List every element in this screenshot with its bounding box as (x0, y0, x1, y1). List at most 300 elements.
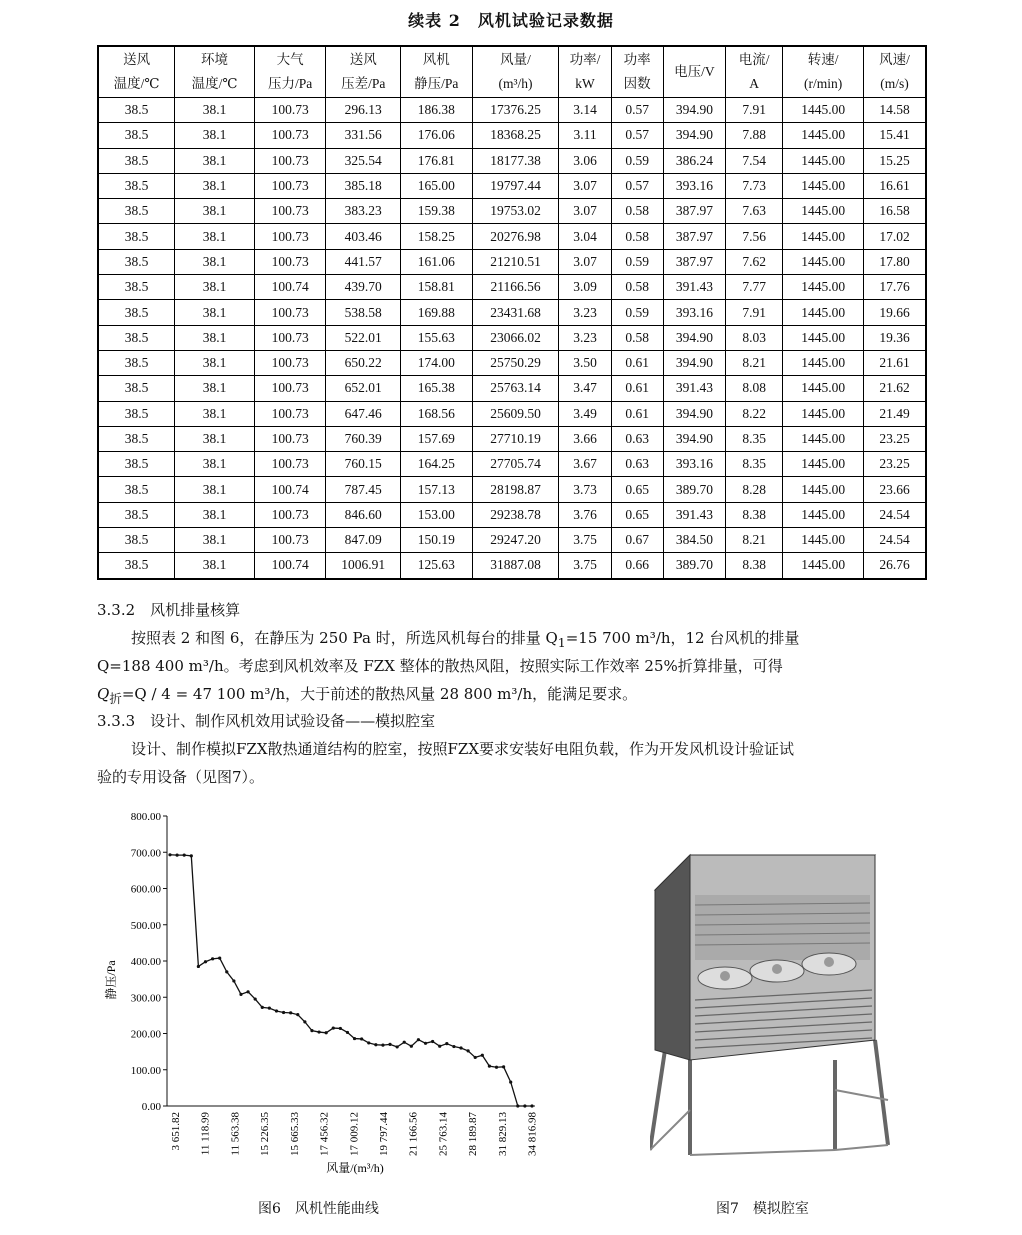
table-cell: 0.58 (611, 199, 663, 224)
table-cell: 24.54 (864, 502, 926, 527)
table-cell: 1445.00 (783, 477, 864, 502)
table-header-row (98, 46, 926, 98)
table-cell: 158.25 (401, 224, 473, 249)
data-point (474, 1056, 477, 1059)
table-cell: 169.88 (401, 300, 473, 325)
table-cell: 393.16 (663, 300, 725, 325)
table-cell: 100.74 (254, 477, 326, 502)
table-cell: 38.5 (98, 477, 175, 502)
table-cell: 157.13 (401, 477, 473, 502)
table-row (98, 477, 926, 502)
data-point (445, 1042, 448, 1045)
table-cell: 38.5 (98, 275, 175, 300)
table-cell: 20276.98 (472, 224, 559, 249)
table-cell: 387.97 (663, 199, 725, 224)
table-row (98, 553, 926, 579)
table-cell: 38.5 (98, 325, 175, 350)
data-point (502, 1065, 505, 1068)
data-point (530, 1104, 533, 1107)
header-line: 温度/℃ (191, 76, 238, 91)
header-line: A (749, 76, 760, 91)
table-cell: 8.38 (726, 502, 783, 527)
table-cell: 0.63 (611, 426, 663, 451)
table-cell: 125.63 (401, 553, 473, 579)
table-row (98, 123, 926, 148)
data-point (431, 1040, 434, 1043)
para-sub: 折 (109, 691, 122, 706)
table-cell: 100.73 (254, 300, 326, 325)
table-cell: 1445.00 (783, 199, 864, 224)
table-cell: 386.24 (663, 148, 725, 173)
table-cell: 1445.00 (783, 426, 864, 451)
table-cell: 647.46 (326, 401, 401, 426)
table-row (98, 199, 926, 224)
table-cell: 383.23 (326, 199, 401, 224)
table-cell: 3.50 (559, 350, 611, 375)
table-cell: 19.36 (864, 325, 926, 350)
table-cell: 100.73 (254, 249, 326, 274)
table-row (98, 300, 926, 325)
table-row (98, 325, 926, 350)
table-cell: 0.57 (611, 123, 663, 148)
table-cell: 7.54 (726, 148, 783, 173)
data-point (190, 854, 193, 857)
table-title: 续表 2 风机试验记录数据 (408, 11, 614, 30)
table-cell: 38.1 (175, 401, 255, 426)
table-cell: 0.57 (611, 98, 663, 123)
data-point (417, 1038, 420, 1041)
table-cell: 3.75 (559, 553, 611, 579)
x-tick-label: 34 816.98 (526, 1112, 539, 1156)
data-point (509, 1080, 512, 1083)
table-body (98, 98, 926, 579)
data-point (268, 1007, 271, 1010)
table-cell: 325.54 (326, 148, 401, 173)
data-point (332, 1026, 335, 1029)
table-row (98, 350, 926, 375)
table-cell: 27705.74 (472, 452, 559, 477)
column-header (663, 46, 725, 98)
table-cell: 0.59 (611, 148, 663, 173)
table-cell: 161.06 (401, 249, 473, 274)
table-cell: 100.73 (254, 350, 326, 375)
section-332-heading: 3.3.2 风机排量核算 (97, 601, 241, 619)
table-cell: 100.73 (254, 401, 326, 426)
data-point (424, 1042, 427, 1045)
y-tick-label: 700.00 (130, 847, 161, 860)
table-cell: 38.5 (98, 426, 175, 451)
table-cell: 25609.50 (472, 401, 559, 426)
column-header (783, 46, 864, 98)
table-cell: 0.59 (611, 300, 663, 325)
x-tick-label: 15 226.35 (259, 1112, 272, 1156)
table-cell: 385.18 (326, 173, 401, 198)
para-text: =15 700 m³/h，12 台风机的排量 (565, 629, 800, 647)
table-cell: 1006.91 (326, 553, 401, 579)
table-cell: 760.15 (326, 452, 401, 477)
table-cell: 8.35 (726, 452, 783, 477)
table-cell: 387.97 (663, 249, 725, 274)
table-cell: 3.14 (559, 98, 611, 123)
table-cell: 522.01 (326, 325, 401, 350)
table-cell: 389.70 (663, 553, 725, 579)
table-cell: 394.90 (663, 350, 725, 375)
table-cell: 7.73 (726, 173, 783, 198)
y-tick-label: 0.00 (141, 1101, 161, 1113)
table-cell: 100.73 (254, 173, 326, 198)
header-line: 送风 (123, 52, 151, 67)
table-cell: 38.1 (175, 426, 255, 451)
x-axis (167, 1106, 539, 1156)
table-cell: 23.25 (864, 452, 926, 477)
table-cell: 0.57 (611, 173, 663, 198)
table-cell: 394.90 (663, 98, 725, 123)
series-line (170, 855, 532, 1106)
table-cell: 100.74 (254, 275, 326, 300)
data-point (197, 965, 200, 968)
table-cell: 0.58 (611, 325, 663, 350)
table-cell: 38.1 (175, 325, 255, 350)
table-cell: 31887.08 (472, 553, 559, 579)
data-point (246, 990, 249, 993)
column-header (726, 46, 783, 98)
table-cell: 38.5 (98, 376, 175, 401)
table-cell: 652.01 (326, 376, 401, 401)
table-cell: 3.49 (559, 401, 611, 426)
header-line: (m/s) (880, 76, 909, 91)
table-cell: 3.75 (559, 528, 611, 553)
header-line: (m³/h) (498, 76, 533, 91)
table-cell: 394.90 (663, 401, 725, 426)
data-point (459, 1046, 462, 1049)
header-line: 电压/V (674, 64, 715, 79)
data-point (381, 1044, 384, 1047)
table-cell: 8.08 (726, 376, 783, 401)
data-point (388, 1043, 391, 1046)
series-points (168, 853, 533, 1107)
table-cell: 14.58 (864, 98, 926, 123)
para-text: =Q / 4 = 47 100 m³/h，大于前述的散热风量 28 800 m³/h，能满足要求。 (121, 685, 638, 703)
table-cell: 1445.00 (783, 401, 864, 426)
table-row (98, 401, 926, 426)
table-cell: 157.69 (401, 426, 473, 451)
x-tick-label: 25 763.14 (437, 1112, 450, 1156)
table-cell: 38.1 (175, 553, 255, 579)
table-cell: 1445.00 (783, 452, 864, 477)
column-header (254, 46, 326, 98)
table-cell: 846.60 (326, 502, 401, 527)
data-point (339, 1027, 342, 1030)
table-cell: 21.61 (864, 350, 926, 375)
data-point (410, 1045, 413, 1048)
table-cell: 1445.00 (783, 325, 864, 350)
data-point (289, 1011, 292, 1014)
x-tick-label: 21 166.56 (407, 1112, 420, 1156)
table-cell: 394.90 (663, 123, 725, 148)
table-cell: 38.1 (175, 528, 255, 553)
table-cell: 38.5 (98, 553, 175, 579)
header-line: 大气 (276, 52, 304, 67)
table-cell: 847.09 (326, 528, 401, 553)
table-cell: 100.74 (254, 553, 326, 579)
header-line: 电流/ (738, 52, 770, 67)
table-cell: 100.73 (254, 502, 326, 527)
data-point (360, 1037, 363, 1040)
table-cell: 1445.00 (783, 275, 864, 300)
table-cell: 38.5 (98, 401, 175, 426)
y-tick-label: 300.00 (130, 992, 161, 1005)
table-cell: 439.70 (326, 275, 401, 300)
para-text: 按照表 2 和图 6，在静压为 250 Pa 时，所选风机每台的排量 Q (131, 629, 558, 647)
header-line: 功率 (623, 52, 651, 67)
y-tick-label: 800.00 (130, 811, 161, 823)
table-cell: 391.43 (663, 275, 725, 300)
table-cell: 38.5 (98, 199, 175, 224)
table-row (98, 173, 926, 198)
table-cell: 394.90 (663, 325, 725, 350)
table-cell: 7.91 (726, 98, 783, 123)
table-cell: 38.1 (175, 98, 255, 123)
table-cell: 38.1 (175, 300, 255, 325)
table-cell: 3.47 (559, 376, 611, 401)
column-header (326, 46, 401, 98)
table-cell: 0.58 (611, 275, 663, 300)
table-cell: 38.5 (98, 300, 175, 325)
table-cell: 18368.25 (472, 123, 559, 148)
table-cell: 0.66 (611, 553, 663, 579)
table-cell: 387.97 (663, 224, 725, 249)
table-cell: 38.5 (98, 452, 175, 477)
table-cell: 100.73 (254, 224, 326, 249)
table-row (98, 148, 926, 173)
table-cell: 7.88 (726, 123, 783, 148)
data-point (396, 1045, 399, 1048)
table-cell: 3.06 (559, 148, 611, 173)
table-cell: 15.25 (864, 148, 926, 173)
data-point (254, 997, 257, 1000)
table-cell: 384.50 (663, 528, 725, 553)
table-cell: 3.07 (559, 173, 611, 198)
table-cell: 1445.00 (783, 350, 864, 375)
table-cell: 0.61 (611, 376, 663, 401)
table-cell: 38.1 (175, 199, 255, 224)
table-cell: 38.1 (175, 173, 255, 198)
table-cell: 16.58 (864, 199, 926, 224)
y-tick-label: 400.00 (130, 956, 161, 968)
table-cell: 7.62 (726, 249, 783, 274)
table-cell: 38.1 (175, 249, 255, 274)
x-tick-label: 11 118.99 (199, 1112, 212, 1156)
y-axis-label: 静压/Pa (104, 960, 118, 1000)
table-cell: 1445.00 (783, 376, 864, 401)
table-cell: 1445.00 (783, 300, 864, 325)
y-axis (131, 811, 167, 1113)
table-cell: 1445.00 (783, 148, 864, 173)
table-cell: 38.5 (98, 123, 175, 148)
table-cell: 3.76 (559, 502, 611, 527)
header-line: 功率/ (569, 52, 601, 67)
table-cell: 650.22 (326, 350, 401, 375)
header-line: 风机 (422, 52, 450, 67)
table-cell: 393.16 (663, 173, 725, 198)
table-row (98, 249, 926, 274)
table-cell: 0.58 (611, 224, 663, 249)
table-row (98, 528, 926, 553)
data-point (495, 1066, 498, 1069)
table-cell: 24.54 (864, 528, 926, 553)
table-cell: 23.66 (864, 477, 926, 502)
column-header (401, 46, 473, 98)
header-line: 环境 (201, 52, 229, 67)
data-point (481, 1054, 484, 1057)
table-cell: 23431.68 (472, 300, 559, 325)
table-cell: 38.1 (175, 477, 255, 502)
table-cell: 100.73 (254, 426, 326, 451)
table-cell: 25750.29 (472, 350, 559, 375)
x-tick-label: 15 665.33 (288, 1112, 301, 1156)
table-cell: 16.61 (864, 173, 926, 198)
x-tick-label: 17 456.32 (318, 1112, 331, 1156)
table-cell: 1445.00 (783, 98, 864, 123)
data-point (523, 1104, 526, 1107)
data-point (467, 1049, 470, 1052)
table-cell: 7.56 (726, 224, 783, 249)
header-line: 静压/Pa (414, 76, 459, 91)
table-cell: 100.73 (254, 98, 326, 123)
table-cell: 153.00 (401, 502, 473, 527)
header-line: kW (575, 76, 595, 91)
data-point (438, 1045, 441, 1048)
table-cell: 21.62 (864, 376, 926, 401)
table-cell: 38.1 (175, 350, 255, 375)
table-cell: 38.1 (175, 148, 255, 173)
table-cell: 23066.02 (472, 325, 559, 350)
x-tick-label: 28 189.87 (467, 1112, 480, 1156)
table-cell: 21210.51 (472, 249, 559, 274)
table-cell: 100.73 (254, 528, 326, 553)
column-header (611, 46, 663, 98)
table-cell: 17.76 (864, 275, 926, 300)
table-cell: 38.5 (98, 249, 175, 274)
table-cell: 38.5 (98, 224, 175, 249)
table-cell: 19753.02 (472, 199, 559, 224)
header-line: 转速/ (807, 52, 839, 67)
table-cell: 1445.00 (783, 528, 864, 553)
table-row (98, 502, 926, 527)
table-cell: 100.73 (254, 199, 326, 224)
table-cell: 3.23 (559, 300, 611, 325)
table-cell: 174.00 (401, 350, 473, 375)
header-line: 送风 (349, 52, 377, 67)
data-point (225, 970, 228, 973)
data-point (275, 1009, 278, 1012)
table-cell: 15.41 (864, 123, 926, 148)
table-cell: 165.00 (401, 173, 473, 198)
table-row (98, 224, 926, 249)
table-cell: 23.25 (864, 426, 926, 451)
data-point (325, 1031, 328, 1034)
table-cell: 8.21 (726, 528, 783, 553)
table-cell: 7.63 (726, 199, 783, 224)
table-cell: 100.73 (254, 376, 326, 401)
table-cell: 38.1 (175, 224, 255, 249)
table-row (98, 426, 926, 451)
data-point (282, 1011, 285, 1014)
table-cell: 394.90 (663, 426, 725, 451)
table-cell: 3.09 (559, 275, 611, 300)
data-point (204, 960, 207, 963)
table-cell: 38.1 (175, 502, 255, 527)
table-cell: 3.11 (559, 123, 611, 148)
column-header (472, 46, 559, 98)
table-cell: 38.1 (175, 123, 255, 148)
table-cell: 389.70 (663, 477, 725, 502)
column-header (98, 46, 175, 98)
table-cell: 155.63 (401, 325, 473, 350)
y-tick-label: 100.00 (130, 1064, 161, 1077)
table-cell: 1445.00 (783, 249, 864, 274)
y-tick-label: 500.00 (130, 919, 161, 932)
table-cell: 17.80 (864, 249, 926, 274)
header-line: 因数 (623, 76, 651, 91)
table-cell: 3.73 (559, 477, 611, 502)
table-cell: 19.66 (864, 300, 926, 325)
table-row (98, 275, 926, 300)
table-cell: 0.63 (611, 452, 663, 477)
data-point (403, 1041, 406, 1044)
table-cell: 1445.00 (783, 553, 864, 579)
header-line: 温度/℃ (113, 76, 160, 91)
fan-performance-chart (95, 800, 555, 1180)
header-line: 压力/Pa (268, 76, 313, 91)
table-cell: 150.19 (401, 528, 473, 553)
y-tick-label: 200.00 (130, 1028, 161, 1041)
data-point (232, 979, 235, 982)
data-point (175, 854, 178, 857)
table-cell: 38.5 (98, 502, 175, 527)
table-cell: 1445.00 (783, 224, 864, 249)
table-cell: 0.59 (611, 249, 663, 274)
table-cell: 165.38 (401, 376, 473, 401)
para-sub: 1 (557, 635, 566, 650)
data-point (488, 1065, 491, 1068)
section-333-para-line2: 验的专用设备（见图7）。 (97, 768, 265, 786)
table-cell: 29247.20 (472, 528, 559, 553)
table-cell: 1445.00 (783, 123, 864, 148)
table-cell: 100.73 (254, 148, 326, 173)
data-point (353, 1037, 356, 1040)
data-point (183, 854, 186, 857)
table-cell: 3.23 (559, 325, 611, 350)
data-point (367, 1041, 370, 1044)
table-cell: 168.56 (401, 401, 473, 426)
table-cell: 3.07 (559, 249, 611, 274)
table-cell: 38.5 (98, 148, 175, 173)
table-cell: 393.16 (663, 452, 725, 477)
table-cell: 1445.00 (783, 173, 864, 198)
table-cell: 391.43 (663, 502, 725, 527)
table-cell: 18177.38 (472, 148, 559, 173)
table-cell: 159.38 (401, 199, 473, 224)
header-line: 风速/ (879, 52, 910, 67)
table-cell: 0.65 (611, 502, 663, 527)
table-cell: 17.02 (864, 224, 926, 249)
table-cell: 26.76 (864, 553, 926, 579)
data-point (317, 1030, 320, 1033)
data-point (296, 1013, 299, 1016)
table-cell: 7.77 (726, 275, 783, 300)
table-cell: 19797.44 (472, 173, 559, 198)
